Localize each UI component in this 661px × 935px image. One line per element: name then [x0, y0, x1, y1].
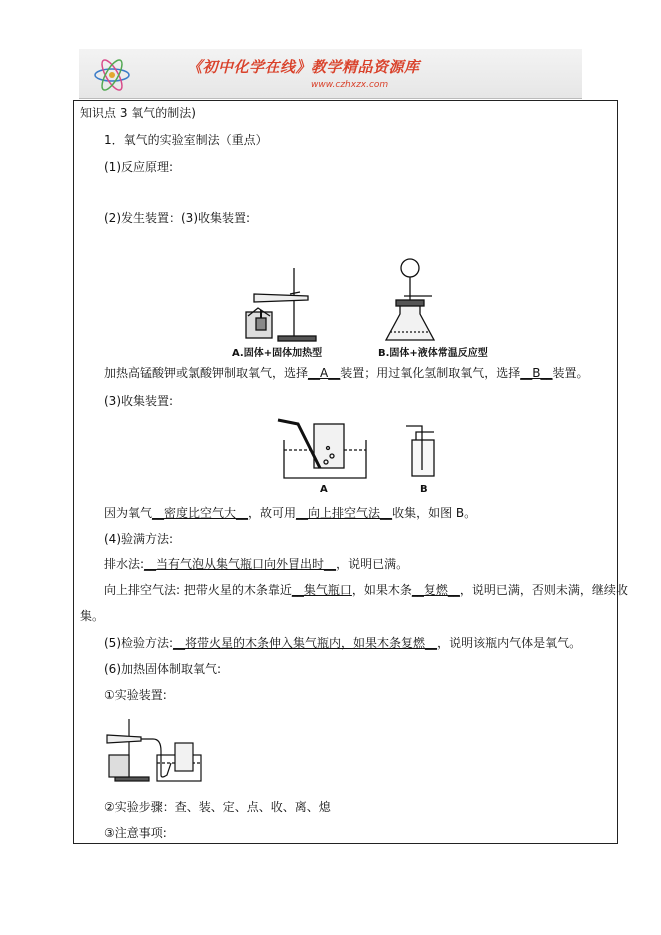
air-method-line: 向上排空气法: 把带火星的木条靠近__集气瓶口，如果木条__复燃__，说明已满，否则未满，继续收 — [104, 583, 628, 597]
apparatus-heading: (2)发生装置：(3)收集装置: — [104, 211, 251, 225]
answer-a: __A__ — [308, 366, 341, 380]
air-method-line-cont: 集。 — [80, 609, 105, 623]
generation-apparatus-figure — [228, 256, 498, 360]
test-method-line: (5)检验方法:__将带火星的木条伸入集气瓶内，如果木条复燃__，说明该瓶内气体是氧气。 — [104, 636, 582, 650]
select-apparatus-line: 加热高锰酸钾或氯酸钾制取氧气，选择__A__装置；用过氧化氢制取氧气，选择__B__装置。 — [104, 366, 589, 380]
banner-url: www.czhxzx.com — [311, 80, 389, 90]
check-full-heading: (4)验满方法: — [104, 532, 174, 546]
water-method-line: 排水法:__当有气泡从集气瓶口向外冒出时__，说明已满。 — [104, 557, 409, 571]
caption-a: A.固体+固体加热型 — [232, 348, 323, 359]
water-displacement-setup — [278, 420, 366, 478]
caption-b: B.固体+液体常温反应型 — [378, 348, 488, 359]
answer-test: __将带火星的木条伸入集气瓶内，如果木条复燃__ — [173, 636, 438, 650]
answer-water: __当有气泡从集气瓶口向外冒出时__ — [144, 557, 337, 571]
label-b: B — [420, 484, 428, 495]
header-banner — [79, 49, 582, 99]
atom-logo-icon — [91, 55, 133, 95]
answer-relight: __复燃__ — [411, 583, 460, 597]
answer-mouth: __集气瓶口 — [291, 583, 352, 597]
answer-density: __密度比空气大__ — [152, 506, 249, 520]
collection-heading: (3)收集装置: — [104, 394, 174, 408]
solid-liquid-apparatus — [386, 259, 434, 340]
setup-heading: ①实验装置: — [104, 688, 167, 702]
banner-title: 《初中化学在线》教学精品资源库 — [187, 58, 420, 76]
subsection-title: 1．氧气的实验室制法（重点） — [104, 133, 268, 147]
collection-reason-line: 因为氧气__密度比空气大__，故可用__向上排空气法__收集，如图 B。 — [104, 506, 477, 520]
label-a: A — [320, 484, 328, 495]
solid-heating-apparatus — [246, 268, 316, 341]
section-heading: 知识点 3 氧气的制法) — [80, 106, 196, 120]
reaction-principle: (1)反应原理: — [104, 160, 174, 174]
collection-apparatus-figure — [270, 418, 450, 498]
precautions-heading: ③注意事项: — [104, 826, 167, 840]
heating-heading: (6)加热固体制取氧气: — [104, 662, 222, 676]
upward-air-displacement-setup — [406, 426, 434, 476]
answer-b: __B__ — [520, 366, 553, 380]
heating-setup-figure — [101, 715, 211, 785]
experiment-steps: ②实验步骤：查、装、定、点、收、离、熄 — [104, 800, 331, 814]
answer-method: __向上排空气法__ — [296, 506, 393, 520]
